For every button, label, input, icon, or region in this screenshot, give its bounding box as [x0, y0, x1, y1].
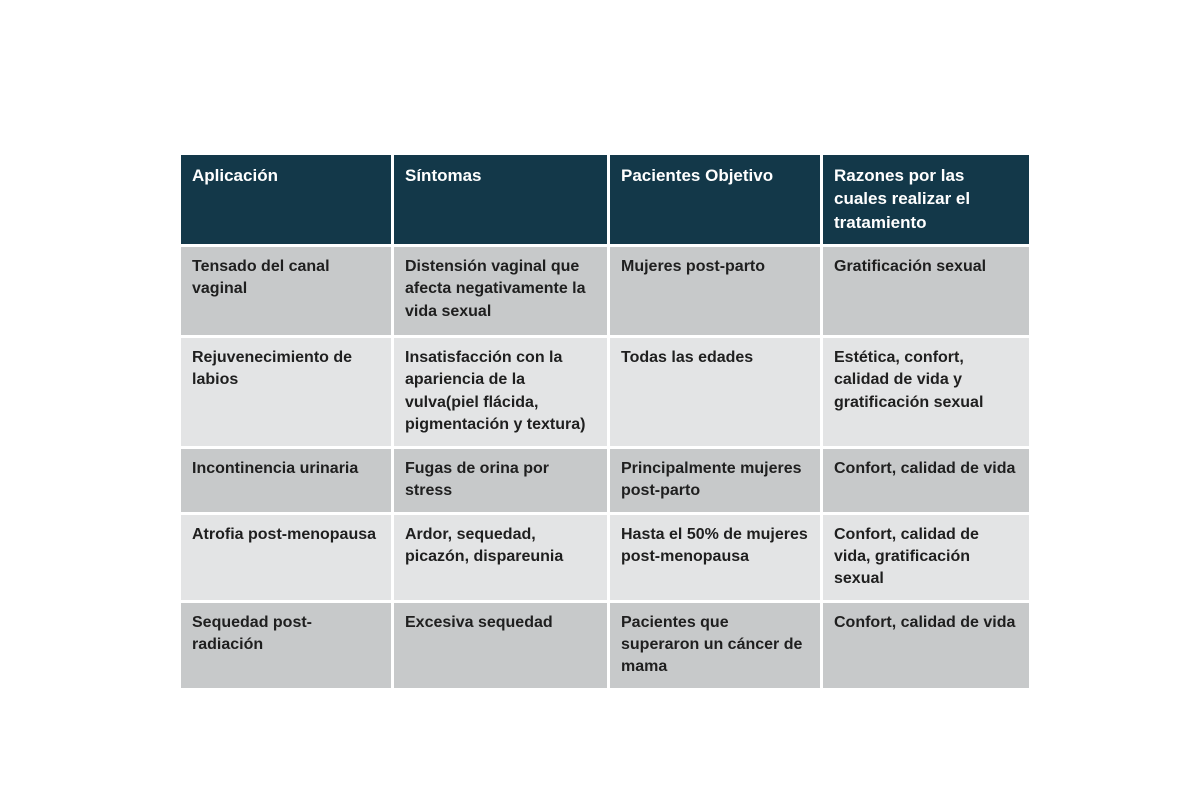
column-header-aplicacion: Aplicación	[181, 155, 391, 244]
cell-aplicacion: Sequedad post-radiación	[181, 603, 391, 688]
cell-razones: Confort, calidad de vida	[823, 449, 1029, 512]
cell-sintomas: Fugas de orina por stress	[394, 449, 607, 512]
cell-razones: Estética, confort, calidad de vida y gratificación sexual	[823, 338, 1029, 445]
table-row-incontinencia-urinaria	[181, 449, 1029, 512]
table-row-sequedad-post-radiacion	[181, 603, 1029, 688]
cell-aplicacion: Rejuvenecimiento de labios	[181, 338, 391, 445]
cell-pacientes: Principalmente mujeres post-parto	[610, 449, 820, 512]
table-row-atrofia-post-menopausa	[181, 515, 1029, 600]
cell-pacientes: Todas las edades	[610, 338, 820, 445]
cell-razones: Confort, calidad de vida, gratificación sexual	[823, 515, 1029, 600]
cell-sintomas: Insatisfacción con la apariencia de la vulva(piel flácida, pigmentación y textura)	[394, 338, 607, 445]
cell-sintomas: Distensión vaginal que afecta negativamente la vida sexual	[394, 247, 607, 335]
cell-pacientes: Hasta el 50% de mujeres post-menopausa	[610, 515, 820, 600]
cell-razones: Gratificación sexual	[823, 247, 1029, 335]
cell-aplicacion: Incontinencia urinaria	[181, 449, 391, 512]
cell-sintomas: Excesiva sequedad	[394, 603, 607, 688]
cell-aplicacion: Tensado del canal vaginal	[181, 247, 391, 335]
table-row-rejuvenecimiento-labios	[181, 338, 1029, 445]
cell-sintomas: Ardor, sequedad, picazón, dispareunia	[394, 515, 607, 600]
cell-aplicacion: Atrofia post-menopausa	[181, 515, 391, 600]
table-row-tensado-canal-vaginal	[181, 247, 1029, 335]
treatment-applications-table	[178, 152, 1032, 691]
cell-pacientes: Mujeres post-parto	[610, 247, 820, 335]
cell-pacientes: Pacientes que superaron un cáncer de mama	[610, 603, 820, 688]
column-header-pacientes-objetivo: Pacientes Objetivo	[610, 155, 820, 244]
cell-razones: Confort, calidad de vida	[823, 603, 1029, 688]
table-header-row	[181, 155, 1029, 244]
column-header-sintomas: Síntomas	[394, 155, 607, 244]
column-header-razones: Razones por las cuales realizar el tratamiento	[823, 155, 1029, 244]
